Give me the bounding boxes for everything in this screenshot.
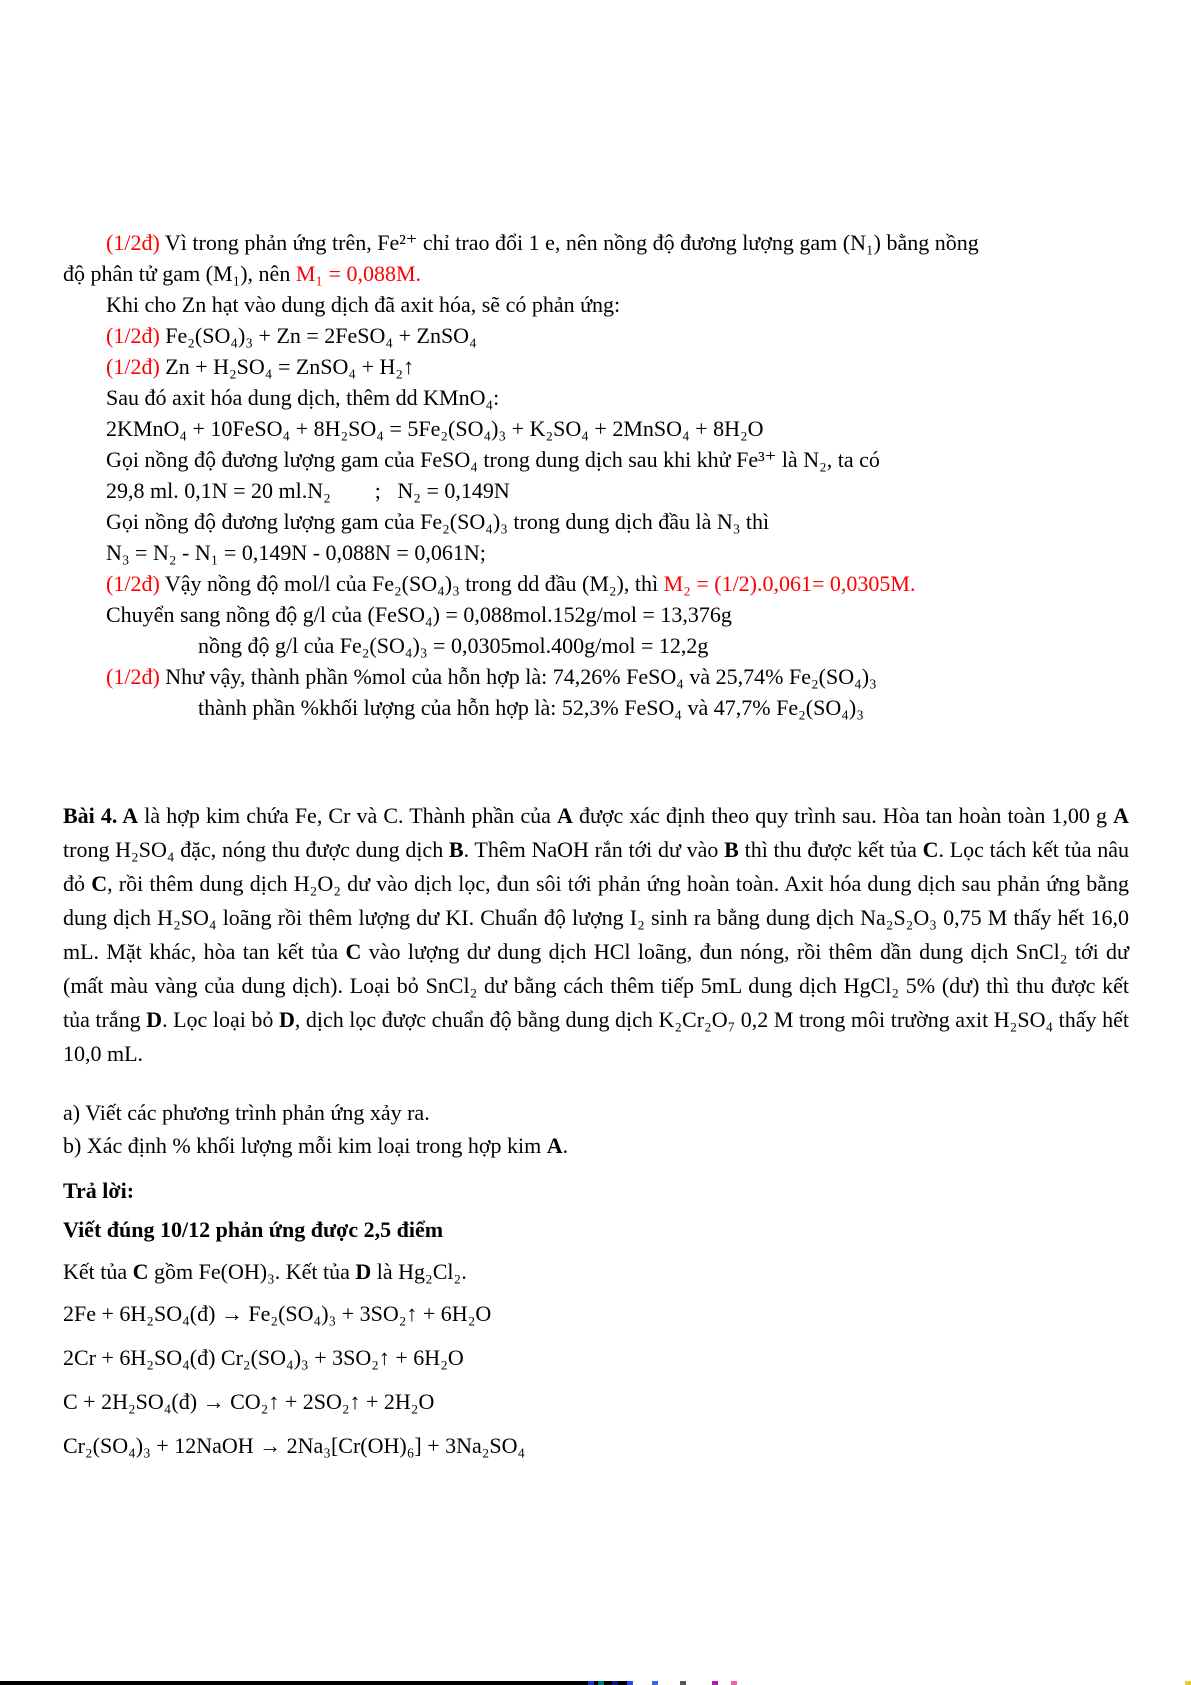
text-segment: Gọi nồng độ đương lượng gam của Fe₂(SO₄)₃ trong dung dịch đầu là N₃ thì	[106, 509, 770, 534]
text-segment: Zn + H₂SO₄ = ZnSO₄ + H₂↑	[165, 354, 415, 379]
text-segment: độ phân tử gam (M₁), nên	[63, 261, 296, 286]
text-segment: thì thu được kết tủa	[738, 837, 923, 862]
solution-line	[63, 568, 1145, 599]
text-segment: C	[132, 1259, 149, 1284]
text-segment: b) Xác định % khối lượng mỗi kim loại trong hợp kim	[63, 1133, 547, 1158]
text-segment: (1/2đ)	[106, 323, 166, 348]
text-segment: vào lượng dư dung dịch HCl loãng, đun nóng, rồi thêm dần dung dịch SnCl₂ tới dư (mất màu vàng của dung dịch). Loại bỏ SnCl₂ dư bằng cách thêm tiếp 5mL dung dịch HgCl₂ 5% (dư) thì thu được kết tủa trắng	[63, 939, 1129, 1032]
text-segment: (1/2đ)	[106, 664, 166, 689]
text-segment: Vì trong phản ứng trên, Fe²⁺ chỉ trao đổi 1 e, nên nồng độ đương lượng gam (N₁) bằng nồng	[164, 230, 979, 255]
footer-speck	[731, 1681, 737, 1685]
text-segment: Gọi nồng độ đương lượng gam của FeSO₄ trong dung dịch sau khi khử Fe³⁺ là N₂, ta có	[106, 447, 880, 472]
precipitates-line	[63, 1256, 1129, 1287]
text-segment: . Thêm NaOH rắn tới dư vào	[463, 837, 725, 862]
text-segment: D	[278, 1007, 295, 1032]
text-segment: D	[146, 1007, 163, 1032]
solution-line	[63, 506, 1145, 537]
solution-line	[63, 537, 1145, 568]
text-segment: Khi cho Zn hạt vào dung dịch đã axit hóa, sẽ có phản ứng:	[106, 292, 621, 317]
text-segment: thành phần %khối lượng của hỗn hợp là: 52,3% FeSO₄ và 47,7% Fe₂(SO₄)₃	[198, 695, 864, 720]
solution-line	[63, 382, 1145, 413]
text-segment: , dịch lọc được chuẩn độ bằng dung dịch K₂Cr₂O₇ 0,2 M trong môi trường axit H₂SO₄ thấy hết 10,0 mL.	[63, 1007, 1129, 1066]
text-segment: C	[91, 871, 108, 896]
text-segment: Vậy nồng độ mol/l của Fe₂(SO₄)₃ trong dd đầu (M₂), thì	[164, 571, 664, 596]
question-item-a: a) Viết các phương trình phản ứng xảy ra.	[63, 1100, 430, 1125]
text-segment: trong H₂SO₄ đặc, nóng thu được dung dịch	[63, 837, 449, 862]
solution-line	[63, 444, 1145, 475]
solution-block	[63, 227, 1145, 723]
text-segment: M₂ = (1/2).0,061= 0,0305M.	[663, 571, 916, 596]
text-segment: Bài 4.	[63, 803, 123, 828]
text-segment: C	[345, 939, 362, 964]
text-segment: D	[355, 1259, 372, 1284]
text-segment: nồng độ g/l của Fe₂(SO₄)₃ = 0,0305mol.400g/mol = 12,2g	[198, 633, 709, 658]
footer-speck	[680, 1681, 686, 1685]
solution-line	[63, 227, 1145, 258]
text-segment: Fe₂(SO₄)₃ + Zn = 2FeSO₄ + ZnSO₄	[165, 323, 477, 348]
footer-speck	[652, 1681, 658, 1685]
text-segment: M₁ = 0,088M.	[295, 261, 422, 286]
text-segment: B	[724, 837, 739, 862]
footer-speck	[588, 1681, 594, 1685]
solution-line	[63, 599, 1145, 630]
text-segment: là Hg₂Cl₂.	[371, 1259, 467, 1284]
footer-speck	[1185, 1681, 1191, 1685]
text-segment: B	[448, 837, 464, 862]
answer-heading: Trả lời:	[63, 1178, 135, 1203]
text-segment: . Lọc tách kết tủa nâu đỏ	[63, 837, 1129, 896]
text-segment: A	[122, 803, 139, 828]
text-segment: Kết tủa	[63, 1259, 133, 1284]
footer-speck	[598, 1681, 604, 1685]
equation-line: Cr₂(SO₄)₃ + 12NaOH → 2Na₃[Cr(OH)₆] + 3Na₂SO₄	[63, 1433, 526, 1458]
text-segment: A	[546, 1133, 563, 1158]
solution-line	[63, 661, 1145, 692]
text-segment: được xác định theo quy trình sau. Hòa tan hoàn toàn 1,00 g	[572, 803, 1114, 828]
text-segment: (1/2đ)	[106, 230, 165, 255]
equation-line: C + 2H₂SO₄(đ) → CO₂↑ + 2SO₂↑ + 2H₂O	[63, 1389, 435, 1414]
solution-line	[63, 692, 1145, 723]
text-segment: . Lọc loại bỏ	[162, 1007, 279, 1032]
text-segment: C	[922, 837, 939, 862]
solution-line	[63, 413, 1145, 444]
text-segment: Chuyển sang nồng độ g/l của (FeSO₄) = 0,088mol.152g/mol = 13,376g	[106, 602, 732, 627]
solution-line	[63, 289, 1145, 320]
equation-line: 2Fe + 6H₂SO₄(đ) → Fe₂(SO₄)₃ + 3SO₂↑ + 6H₂O	[63, 1301, 492, 1326]
text-segment: là hợp kim chứa Fe, Cr và C. Thành phần của	[138, 803, 558, 828]
solution-line	[63, 320, 1145, 351]
text-segment: Sau đó axit hóa dung dịch, thêm dd KMnO₄:	[106, 385, 500, 410]
text-segment: gồm Fe(OH)₃. Kết tủa	[148, 1259, 356, 1284]
footer-cutoff-bar	[0, 1681, 632, 1685]
footer-speck	[612, 1681, 618, 1685]
footer-speck	[627, 1681, 633, 1685]
solution-line	[63, 351, 1145, 382]
text-segment: 29,8 ml. 0,1N = 20 ml.N₂ ; N₂ = 0,149N	[106, 478, 510, 503]
text-segment: 2KMnO₄ + 10FeSO₄ + 8H₂SO₄ = 5Fe₂(SO₄)₃ + K₂SO₄ + 2MnSO₄ + 8H₂O	[106, 416, 764, 441]
text-segment: , rồi thêm dung dịch H₂O₂ dư vào dịch lọc, đun sôi tới phản ứng hoàn toàn. Axit hóa dung dịch sau phản ứng bằng dung dịch H₂SO₄ loãng rồi thêm lượng dư KI. Chuẩn độ lượng I₂ sinh ra bằng dung dịch Na₂S₂O₃ 0,75 M thấy hết 16,0 mL. Mặt khác, hòa tan kết tủa	[63, 871, 1130, 964]
footer-speck	[712, 1681, 718, 1685]
solution-line	[63, 630, 1145, 661]
solution-line	[63, 258, 1145, 289]
text-segment: A	[557, 803, 573, 828]
equation-list	[63, 1298, 1129, 1474]
solution-line	[63, 475, 1145, 506]
text-segment: Như vậy, thành phần %mol của hỗn hợp là: 74,26% FeSO₄ và 25,74% Fe₂(SO₄)₃	[165, 664, 877, 689]
question-item-b	[63, 1130, 1129, 1161]
equation-line: 2Cr + 6H₂SO₄(đ) Cr₂(SO₄)₃ + 3SO₂↑ + 6H₂O	[63, 1345, 464, 1370]
scoring-note: Viết đúng 10/12 phản ứng được 2,5 điểm	[63, 1217, 444, 1242]
text-segment: .	[562, 1133, 569, 1158]
text-segment: N₃ = N₂ - N₁ = 0,149N - 0,088N = 0,061N;	[106, 540, 486, 565]
text-segment: (1/2đ)	[106, 571, 165, 596]
problem-statement	[63, 799, 1129, 1071]
text-segment: (1/2đ)	[106, 354, 166, 379]
text-segment: A	[1113, 803, 1129, 828]
